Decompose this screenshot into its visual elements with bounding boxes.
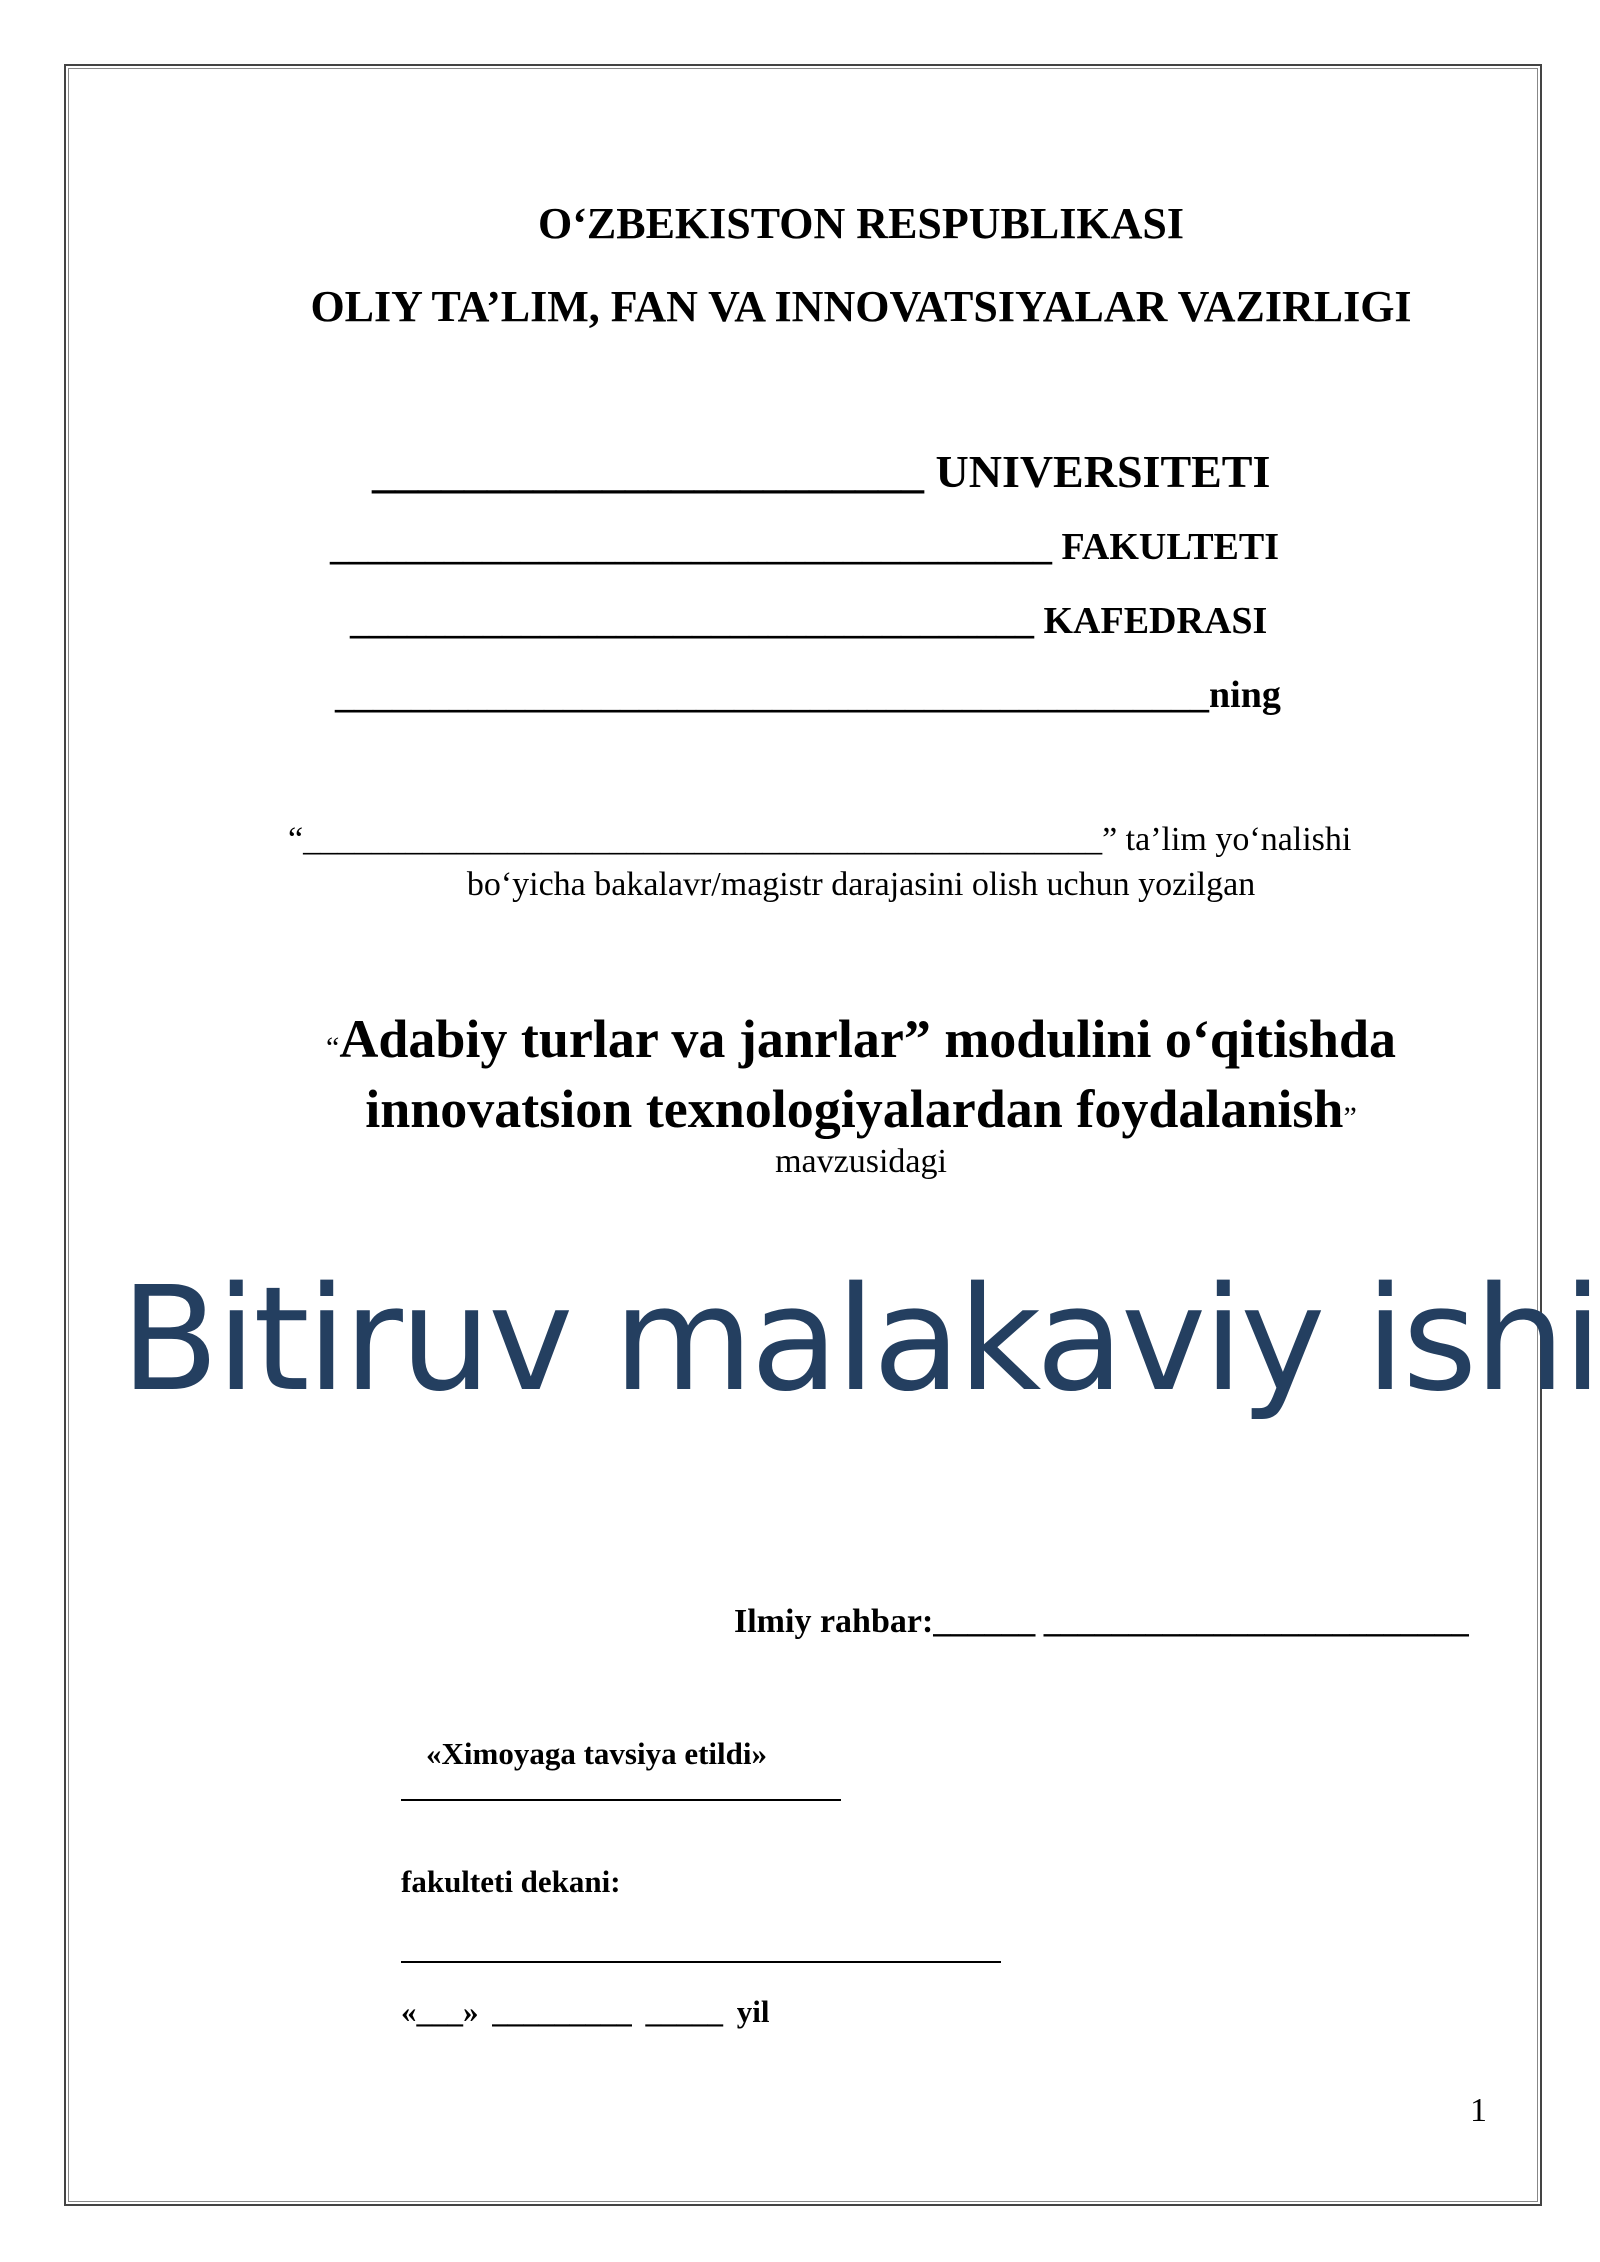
signature-line-2 — [401, 1961, 1001, 1963]
dean-label: fakulteti dekani: — [401, 1864, 621, 1899]
page-number: 1 — [1470, 2092, 1487, 2129]
department-line: ____________________________________ KAFEDRASI — [350, 600, 1268, 642]
defense-recommendation: «Ximoyaga tavsiya etildi» — [426, 1736, 767, 1771]
topic-line-2 — [0, 1078, 1600, 1140]
ministry-line-2: OLIY TA’LIM, FAN VA INNOVATSIYALAR VAZIRLIGI — [310, 282, 1412, 331]
topic-suffix: mavzusidagi — [775, 1143, 947, 1180]
direction-line-2: bo‘yicha bakalavr/magistr darajasini olish uchun yozilgan — [466, 866, 1256, 903]
student-line: ______________________________________________ning — [335, 674, 1281, 716]
topic-close-quote: ” — [1343, 1101, 1357, 1134]
date-line: «___» _________ _____ yil — [401, 1994, 770, 2029]
topic-line-2-text: innovatsion texnologiyalardan foydalanish — [365, 1079, 1344, 1139]
supervisor-line: Ilmiy rahbar:______ _________________________ — [734, 1603, 1469, 1640]
faculty-line: ______________________________________ FAKULTETI — [330, 526, 1280, 568]
topic-open-quote: “ — [326, 1031, 340, 1064]
signature-line-1 — [401, 1799, 841, 1801]
topic-line-1-text: Adabiy turlar va janrlar” modulini o‘qitishda — [339, 1009, 1396, 1069]
direction-line-1: “_______________________________________________” ta’lim yo‘nalishi — [288, 821, 1352, 858]
university-line: ________________________ UNIVERSITETI — [372, 446, 1271, 497]
ministry-line-1: O‘ZBEKISTON RESPUBLIKASI — [538, 199, 1184, 248]
work-type-title: Bitiruv malakaviy ishi — [120, 1255, 1600, 1423]
topic-line-1 — [0, 1008, 1600, 1070]
